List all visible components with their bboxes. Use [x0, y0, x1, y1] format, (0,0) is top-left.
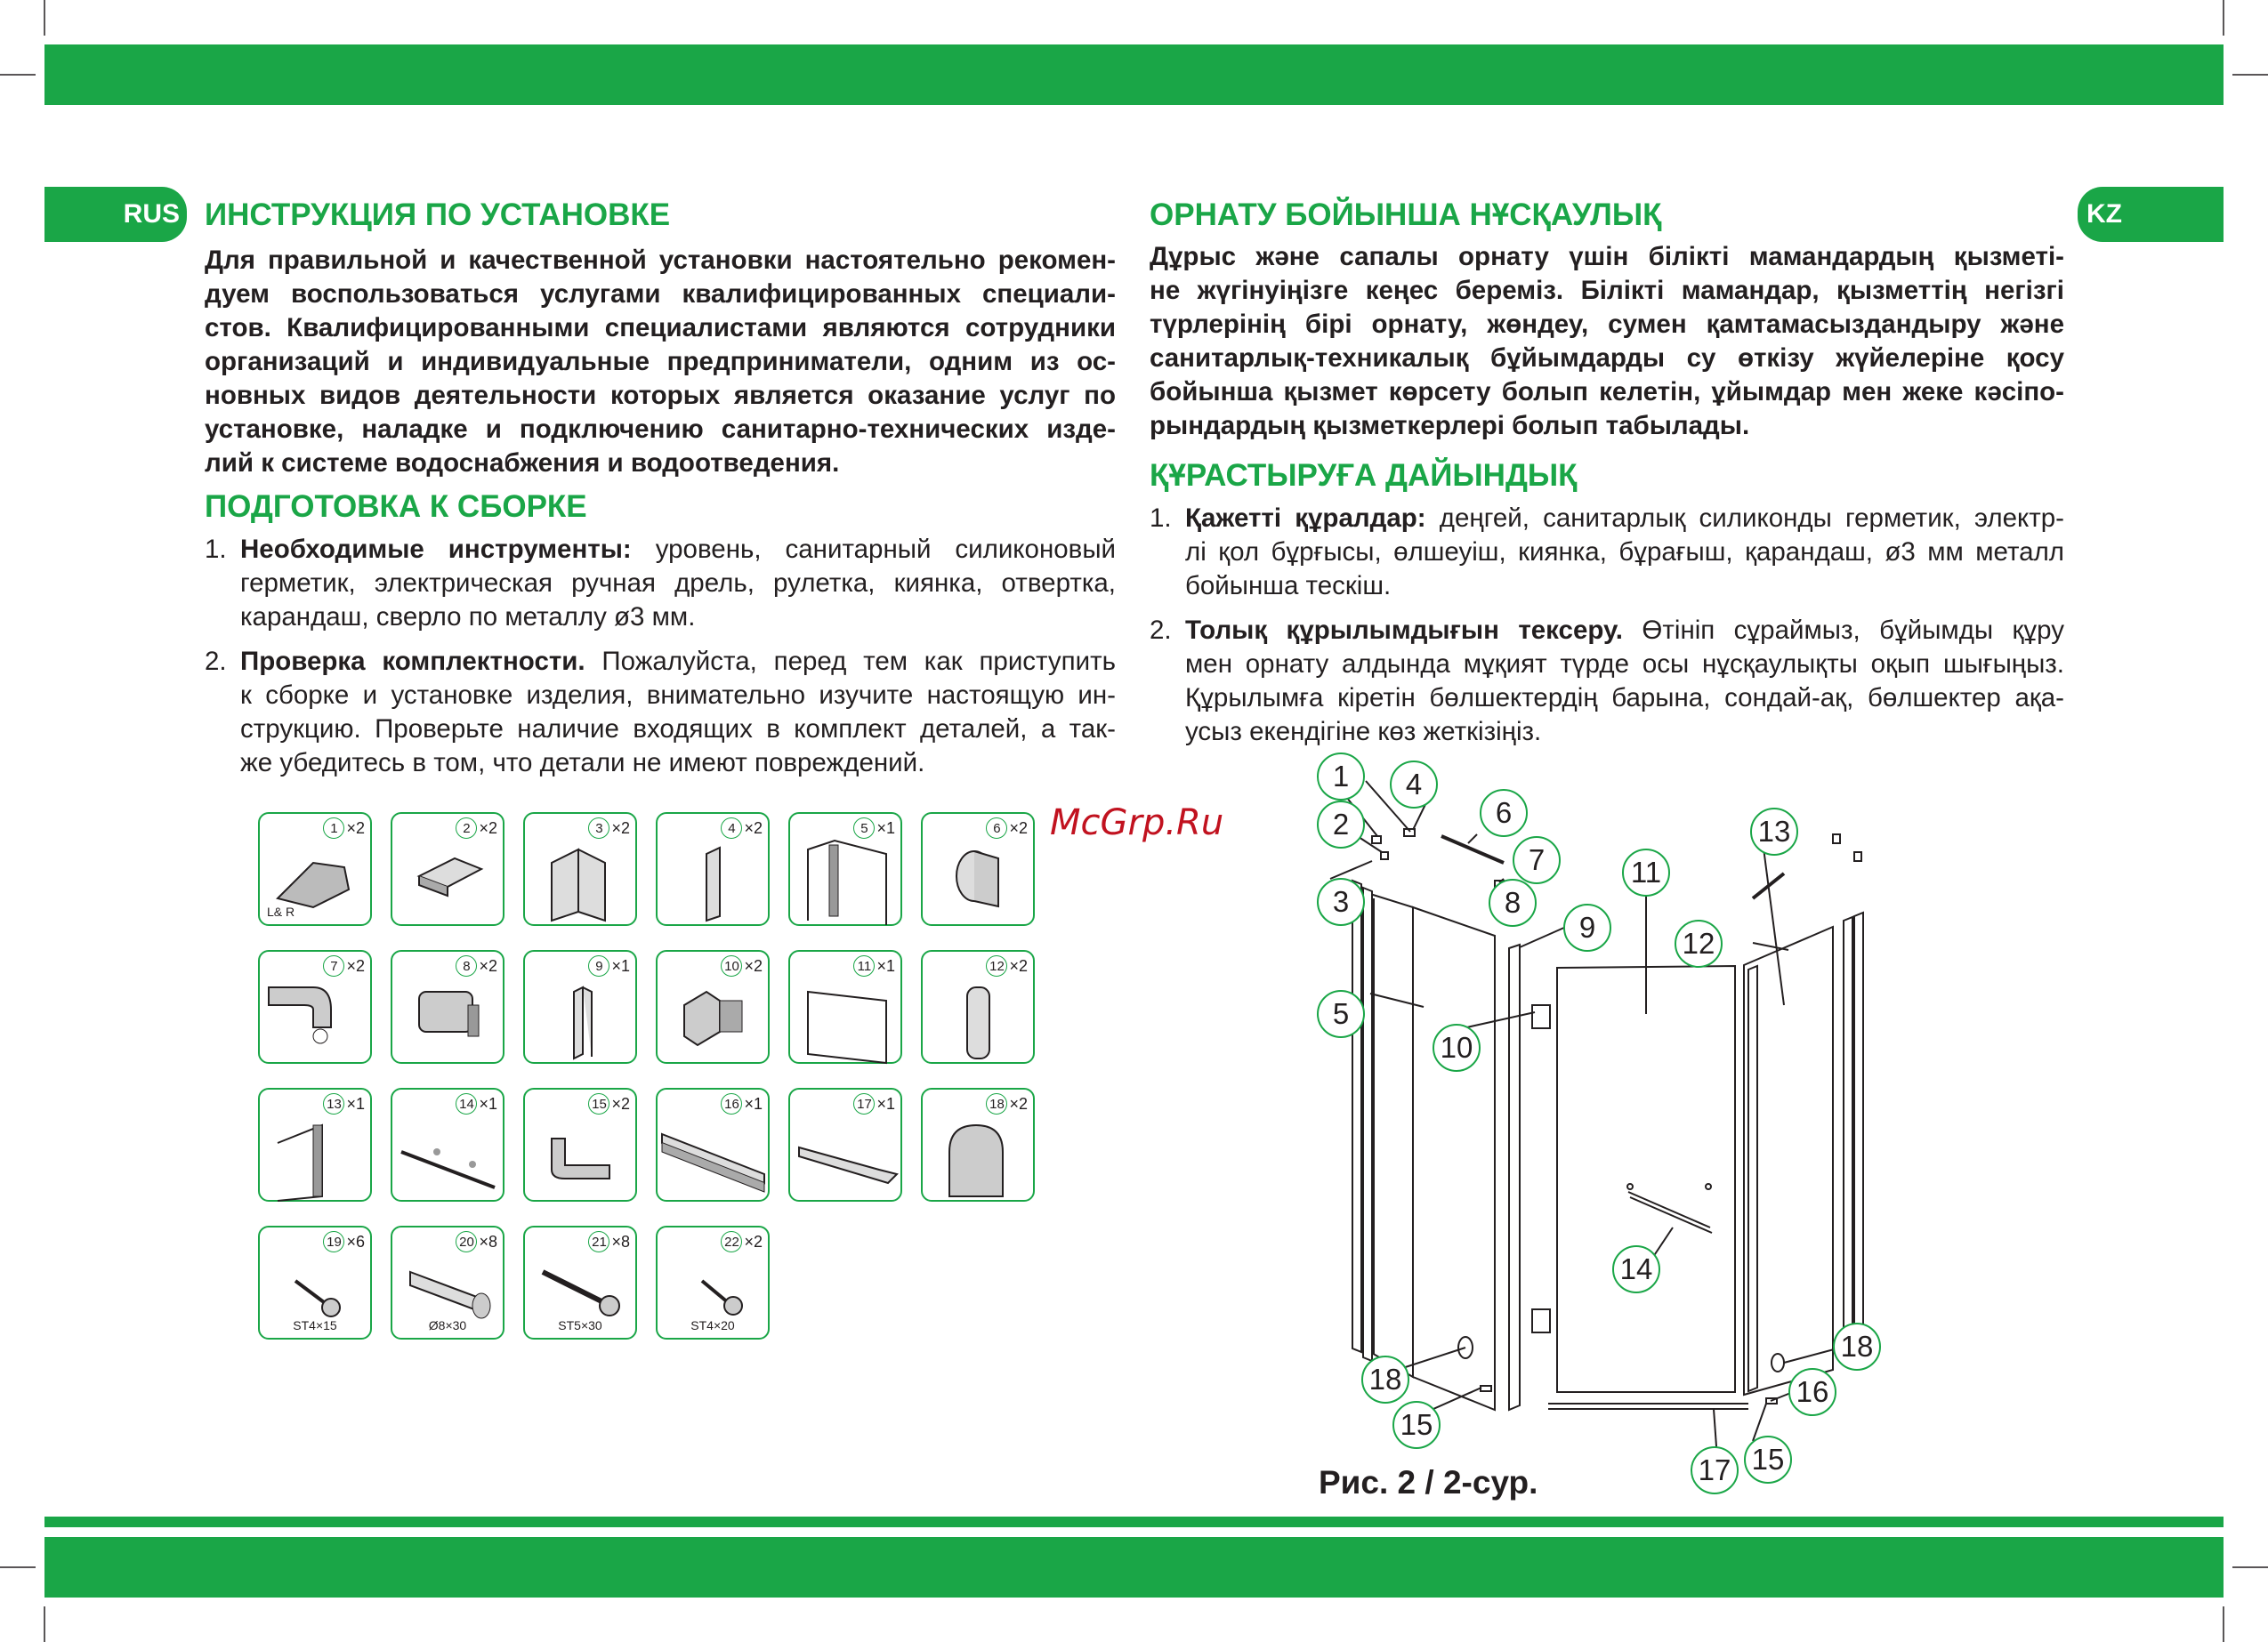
list-number: 2.	[205, 647, 227, 676]
list-line: карандаш, сверло по металлу ø3 мм.	[240, 602, 696, 632]
part-number: 7	[323, 955, 344, 977]
part-card-8	[391, 950, 504, 1064]
part-badge	[986, 1093, 1028, 1115]
part-badge	[588, 955, 630, 977]
kz-prep-list	[1150, 502, 2064, 749]
part-qty: ×1	[876, 956, 895, 975]
list-line: Проверка комплектности. Пожалуйста, перед тем как приступить	[240, 647, 1116, 676]
part-card-3	[523, 812, 637, 926]
part-card-16	[656, 1088, 770, 1202]
part-number: 17	[853, 1093, 875, 1115]
part-qty: ×2	[346, 818, 365, 837]
part-qty: ×2	[744, 818, 763, 837]
callout-15-left: 15	[1392, 1401, 1441, 1449]
callout-17: 17	[1691, 1446, 1739, 1494]
callout-18-left: 18	[1361, 1356, 1409, 1404]
part-size: Ø8×30	[428, 1318, 467, 1332]
part-card-22	[656, 1226, 770, 1340]
list-number: 1.	[205, 535, 227, 564]
rus-prep-item-1	[205, 533, 1116, 634]
part-badge	[986, 817, 1028, 839]
part-number: 13	[323, 1093, 344, 1115]
list-line: Қажетті құралдар: деңгей, санитарлық силиконды герметик, электр-	[1185, 503, 2064, 533]
part-card-14	[391, 1088, 504, 1202]
part-card-18	[921, 1088, 1035, 1202]
callout-5: 5	[1317, 990, 1365, 1038]
part-badge	[588, 1093, 630, 1115]
part-number: 20	[456, 1231, 477, 1252]
part-badge	[721, 955, 763, 977]
part-badge	[986, 955, 1028, 977]
part-number: 15	[588, 1093, 609, 1115]
part-badge	[323, 1093, 365, 1115]
part-badge	[853, 817, 895, 839]
rus-intro-line: дуем воспользоваться услугами квалифицированных специали-	[205, 279, 1116, 309]
part-number: 14	[456, 1093, 477, 1115]
callout-4: 4	[1390, 761, 1438, 809]
part-card-10	[656, 950, 770, 1064]
part-card-9	[523, 950, 637, 1064]
callout-11: 11	[1622, 849, 1670, 897]
part-number: 5	[853, 817, 875, 839]
kz-intro-line: не жүгінуіңізге кеңес береміз. Білікті мамандар, қызметтің негізгі	[1150, 276, 2064, 305]
lang-tab-kz: KZ	[2078, 187, 2224, 242]
part-number: 1	[323, 817, 344, 839]
part-number: 10	[721, 955, 742, 977]
part-size: ST4×20	[690, 1318, 735, 1332]
kz-intro-line: бойынша қызмет көрсету болып келетін, ұйымдар мен жеке кәсіпо-	[1150, 377, 2064, 406]
list-line: бойынша тескіш.	[1185, 571, 1392, 600]
kz-prep-item-2	[1150, 614, 2064, 749]
kz-intro-line: Дұрыс және сапалы орнату үшін білікті мамандардың қызметі-	[1150, 242, 2064, 271]
part-badge	[588, 817, 630, 839]
part-qty: ×2	[611, 1094, 630, 1113]
part-qty: ×8	[479, 1232, 497, 1251]
lang-tab-rus: RUS	[44, 187, 187, 242]
part-qty: ×1	[744, 1094, 763, 1113]
part-card-7	[258, 950, 372, 1064]
part-card-15	[523, 1088, 637, 1202]
part-badge	[853, 1093, 895, 1115]
kz-intro	[1150, 240, 2064, 443]
callout-8: 8	[1489, 879, 1537, 927]
part-card-12	[921, 950, 1035, 1064]
part-card-13	[258, 1088, 372, 1202]
part-size: ST5×30	[558, 1318, 602, 1332]
part-card-6	[921, 812, 1035, 926]
part-qty: ×1	[479, 1094, 497, 1113]
callout-13: 13	[1750, 808, 1798, 856]
list-line: к сборке и установке изделия, внимательно изучите настоящую ин-	[240, 680, 1116, 710]
list-number: 1.	[1150, 503, 1172, 533]
callout-15-right: 15	[1744, 1436, 1792, 1484]
part-card-20	[391, 1226, 504, 1340]
list-line: Толық құрылымдығын тексеру. Өтініп сұраймыз, бұйымды құру	[1185, 616, 2064, 645]
part-card-19	[258, 1226, 372, 1340]
part-qty: ×1	[611, 956, 630, 975]
rus-prep-item-2	[205, 645, 1116, 780]
kz-prep-title: ҚҰРАСТЫРУҒА ДАЙЫНДЫҚ	[1150, 458, 1578, 493]
part-qty: ×2	[611, 818, 630, 837]
part-qty: ×2	[744, 1232, 763, 1251]
part-badge	[588, 1231, 630, 1252]
rus-intro-line: организаций и индивидуальные предприниматели, одним из ос-	[205, 347, 1116, 376]
part-number: 2	[456, 817, 477, 839]
part-qty: ×2	[1009, 818, 1028, 837]
list-line: мен орнату алдында мұқият түрде осы нұсқаулықты оқып шығыңыз.	[1185, 649, 2064, 679]
rus-prep-list	[205, 533, 1116, 780]
part-number: 8	[456, 955, 477, 977]
callout-10: 10	[1433, 1024, 1481, 1072]
part-qty: ×1	[876, 818, 895, 837]
part-qty: ×6	[346, 1232, 365, 1251]
rus-intro-line: установке, наладке и подключению санитарно-технических изде-	[205, 415, 1116, 444]
list-line: герметик, электрическая ручная дрель, рулетка, киянка, отвертка,	[240, 568, 1116, 598]
part-number: 3	[588, 817, 609, 839]
part-side-label: L& R	[267, 905, 295, 919]
part-qty: ×2	[479, 956, 497, 975]
kz-intro-line: рындардың қызметкерлері болып табылады.	[1150, 411, 1750, 440]
part-qty: ×2	[346, 956, 365, 975]
list-line: струкцию. Проверьте наличие входящих в комплект деталей, а так-	[240, 714, 1116, 744]
part-badge	[456, 955, 497, 977]
assembly-diagram	[1299, 747, 1904, 1494]
rus-prep-title: ПОДГОТОВКА К СБОРКЕ	[205, 489, 587, 524]
part-card-17	[788, 1088, 902, 1202]
part-qty: ×1	[876, 1094, 895, 1113]
rus-intro-line: лий к системе водоснабжения и водоотведения.	[205, 448, 840, 478]
part-badge	[456, 1231, 497, 1252]
part-qty: ×1	[346, 1094, 365, 1113]
part-badge	[323, 955, 365, 977]
callout-16: 16	[1788, 1368, 1836, 1416]
callout-2: 2	[1317, 801, 1365, 849]
kz-intro-line: түрлерінің бірі орнату, жөндеу, сумен қамтамасыздандыру және	[1150, 310, 2064, 339]
part-card-4	[656, 812, 770, 926]
rus-intro-line: Для правильной и качественной установки настоятельно рекомен-	[205, 245, 1116, 275]
part-qty: ×2	[1009, 956, 1028, 975]
kz-prep-item-1	[1150, 502, 2064, 603]
list-line: Құрылымға кіретін бөлшектердің барына, сондай-ақ, бөлшектер ақа-	[1185, 683, 2064, 712]
part-number: 9	[588, 955, 609, 977]
callout-6: 6	[1480, 789, 1528, 837]
part-qty: ×2	[1009, 1094, 1028, 1113]
part-card-5	[788, 812, 902, 926]
rus-title: ИНСТРУКЦИЯ ПО УСТАНОВКЕ	[205, 197, 671, 232]
part-number: 22	[721, 1231, 742, 1252]
part-badge	[323, 817, 365, 839]
part-size: ST4×15	[293, 1318, 337, 1332]
part-qty: ×8	[611, 1232, 630, 1251]
figure-caption: Рис. 2 / 2-сур.	[1319, 1464, 1538, 1501]
callout-14: 14	[1612, 1245, 1660, 1293]
callout-3: 3	[1317, 878, 1365, 926]
callout-18-right: 18	[1833, 1323, 1881, 1371]
list-line: же убедитесь в том, что детали не имеют повреждений.	[240, 748, 925, 777]
kz-title: ОРНАТУ БОЙЫНША НҰСҚАУЛЫҚ	[1150, 197, 1662, 232]
part-badge	[853, 955, 895, 977]
callout-7: 7	[1513, 836, 1561, 884]
part-badge	[721, 1093, 763, 1115]
list-line: усыз екендігіне көз жеткізіңіз.	[1185, 717, 1542, 746]
watermark-text: McGrp.Ru	[1050, 802, 1224, 843]
part-number: 4	[721, 817, 742, 839]
part-number: 12	[986, 955, 1007, 977]
part-card-21	[523, 1226, 637, 1340]
rus-intro-line: стов. Квалифицированными специалистами являются сотрудники	[205, 313, 1116, 342]
part-number: 19	[323, 1231, 344, 1252]
part-badge	[323, 1231, 365, 1252]
part-number: 21	[588, 1231, 609, 1252]
part-number: 18	[986, 1093, 1007, 1115]
part-badge	[721, 817, 763, 839]
list-number: 2.	[1150, 616, 1172, 645]
part-card-2	[391, 812, 504, 926]
part-card-11	[788, 950, 902, 1064]
part-number: 16	[721, 1093, 742, 1115]
part-qty: ×2	[479, 818, 497, 837]
kz-intro-line: санитарлық-техникалық бұйымдарды су өткізу жүйелеріне қосу	[1150, 343, 2064, 373]
part-badge	[456, 817, 497, 839]
part-qty: ×2	[744, 956, 763, 975]
part-number: 6	[986, 817, 1007, 839]
part-badge	[456, 1093, 497, 1115]
callout-1: 1	[1317, 753, 1365, 801]
callout-12: 12	[1675, 920, 1723, 968]
list-line: Необходимые инструменты: уровень, санитарный силиконовый	[240, 535, 1117, 564]
list-line: лі қол бұрғысы, өлшеуіш, киянка, бұрағыш, қарандаш, ø3 мм металл	[1185, 537, 2064, 567]
rus-intro-line: новных видов деятельности которых является оказание услуг по	[205, 381, 1116, 410]
part-badge	[721, 1231, 763, 1252]
callout-9: 9	[1563, 904, 1611, 952]
part-number: 11	[853, 955, 875, 977]
rus-intro	[205, 244, 1116, 480]
part-card-1	[258, 812, 372, 926]
